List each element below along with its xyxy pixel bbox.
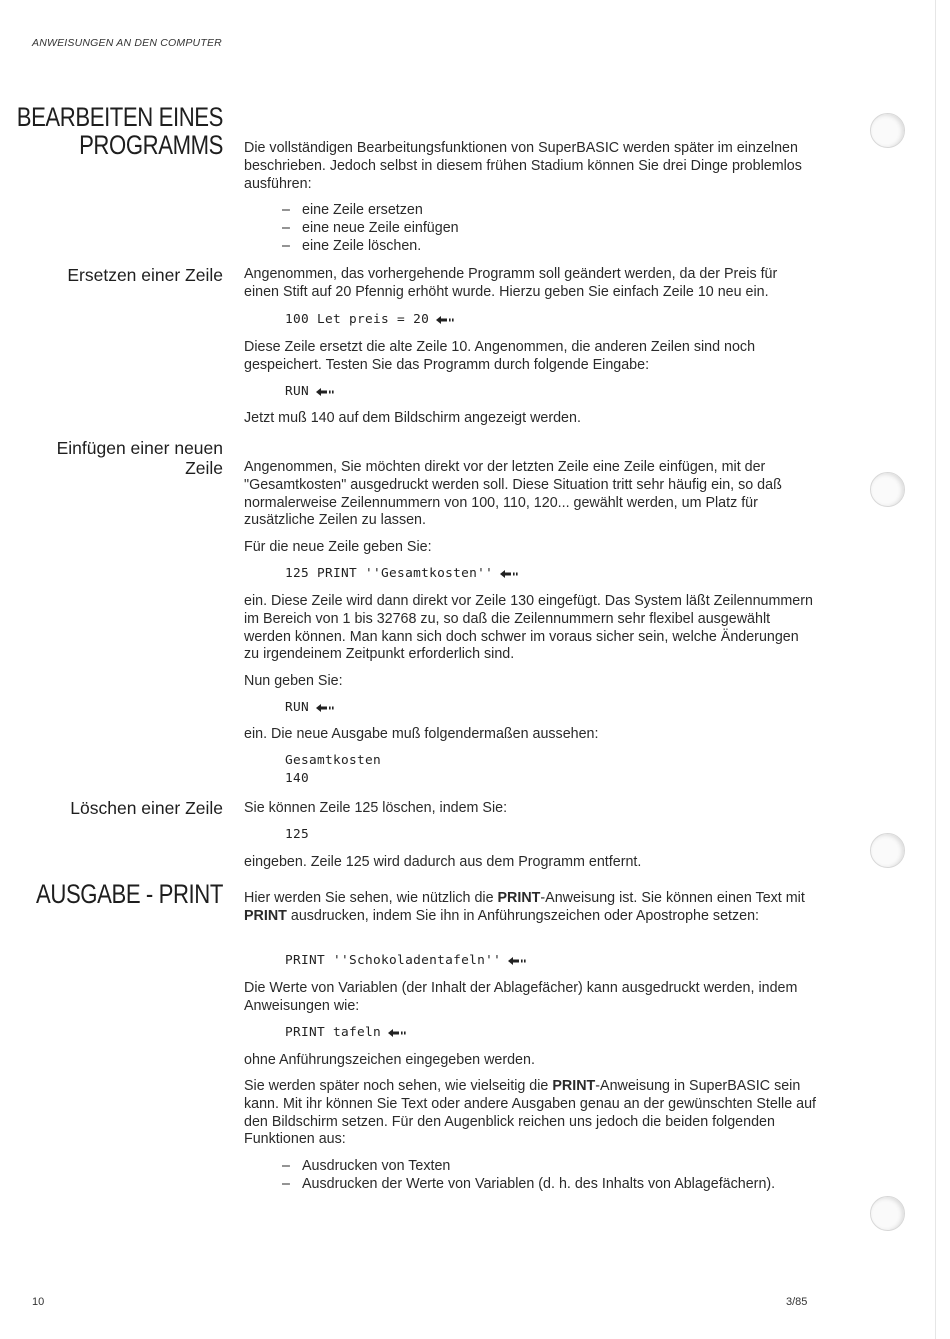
enter-key-icon — [388, 1028, 407, 1038]
list-item: – eine Zeile löschen. — [282, 238, 459, 256]
code-text: 100 Let preis = 20 — [285, 312, 430, 327]
section-heading-ausgabe: AUSGABE - PRINT — [36, 879, 224, 909]
enter-key-icon — [316, 387, 335, 397]
punch-hole-4 — [870, 1196, 905, 1231]
einfuegen-paragraph-2: Für die neue Zeile geben Sie: — [244, 539, 432, 555]
enter-key-icon — [508, 956, 527, 966]
output-line: 140 — [285, 771, 310, 786]
list-item: – eine neue Zeile einfügen — [282, 220, 459, 238]
text-run: ausdrucken, indem Sie ihn in Anführungszeichen oder Apostrophe setzen: — [286, 907, 760, 924]
code-line — [285, 1024, 407, 1042]
heading-line: Einfügen einer neuen — [56, 438, 223, 458]
code-line — [285, 311, 455, 329]
code-line — [285, 952, 527, 970]
keyword-print: PRINT — [244, 907, 287, 924]
code-text: 125 — [285, 827, 310, 842]
code-line — [285, 826, 309, 844]
ausgabe-paragraph-1 — [244, 890, 816, 926]
ausgabe-paragraph-2: Die Werte von Variablen (der Inhalt der Ablagefächer) kann ausgedruckt werden, indem Anweisungen wie: — [244, 980, 798, 1014]
punch-hole-2 — [870, 472, 905, 507]
edit-functions-list — [282, 202, 459, 255]
text-run: -Anweisung in SuperBASIC sein kann. Mit ihr können Sie Text oder andere Ausgaben genau an der gewünschten Stelle auf den Bildschirm setzen. Für den Augenblick reichen uns jedoch die beiden folgenden Funktionen aus: — [244, 1078, 817, 1148]
loeschen-paragraph-2: eingeben. Zeile 125 wird dadurch aus dem Programm entfernt. — [244, 854, 642, 870]
subheading-einfuegen — [3, 438, 223, 478]
einfuegen-paragraph-5: ein. Die neue Ausgabe muß folgendermaßen aussehen: — [244, 726, 599, 742]
code-text: PRINT ''Schokoladentafeln'' — [285, 953, 502, 968]
keyword-print: PRINT — [552, 1078, 596, 1094]
output-line: Gesamtkosten — [285, 753, 382, 768]
einfuegen-paragraph-1: Angenommen, Sie möchten direkt vor der letzten Zeile eine Zeile einfügen, mit der "Gesamtkosten" ausgedruckt werden soll. Diese Situation tritt sehr häufig ein, so daß normalerweise Zeilennummern von 100, 110, 120... gewählt werden, um Platz für zusätzliche Zeilen zu lassen. — [244, 459, 782, 529]
running-header: ANWEISUNGEN AN DEN COMPUTER — [32, 37, 222, 49]
code-line — [285, 699, 335, 717]
text-run: -Anweisung ist. Sie können einen Text mit — [540, 890, 805, 906]
ausgabe-paragraph-4 — [244, 1078, 816, 1149]
list-item: – eine Zeile ersetzen — [282, 202, 459, 220]
page-edge — [935, 0, 936, 1339]
page-number: 10 — [32, 1296, 45, 1308]
enter-key-icon — [436, 315, 455, 325]
section-heading-bearbeiten — [10, 103, 223, 159]
code-line — [285, 565, 519, 583]
program-output — [285, 752, 381, 788]
code-text: RUN — [285, 700, 310, 715]
enter-key-icon — [500, 569, 519, 579]
punch-hole-3 — [870, 833, 905, 868]
ersetzen-paragraph-1: Angenommen, das vorhergehende Programm soll geändert werden, da der Preis für einen Stift auf 20 Pfennig erhöht wurde. Hierzu geben Sie einfach Zeile 10 neu ein. — [244, 266, 778, 300]
ersetzen-paragraph-3: Jetzt muß 140 auf dem Bildschirm angezeigt werden. — [244, 410, 581, 426]
intro-paragraph: Die vollständigen Bearbeitungsfunktionen von SuperBASIC werden später im einzelnen beschrieben. Jedoch selbst in diesem frühen Stadium können Sie drei Dinge problemlos ausführen: — [244, 140, 802, 192]
date-code: 3/85 — [786, 1296, 808, 1308]
keyword-print: PRINT — [497, 890, 541, 906]
subheading-ersetzen: Ersetzen einer Zeile — [67, 265, 223, 285]
ausgabe-paragraph-3: ohne Anführungszeichen eingegeben werden. — [244, 1052, 535, 1068]
enter-key-icon — [316, 703, 335, 713]
code-text: RUN — [285, 384, 310, 399]
einfuegen-paragraph-4: Nun geben Sie: — [244, 673, 343, 689]
punch-hole-1 — [870, 113, 905, 148]
loeschen-paragraph-1: Sie können Zeile 125 löschen, indem Sie: — [244, 800, 508, 816]
text-run: Sie werden später noch sehen, wie vielseitig die — [244, 1078, 553, 1094]
heading-line: BEARBEITEN EINES — [16, 102, 224, 132]
code-text: 125 PRINT ''Gesamtkosten'' — [285, 566, 494, 581]
einfuegen-paragraph-3: ein. Diese Zeile wird dann direkt vor Zeile 130 eingefügt. Das System läßt Zeilennummern im Bereich von 1 bis 32768 zu, so daß die Zeilennummern sehr flexibel ausgewählt werden können. Man kann sich doch schwer im voraus sicher sein, welche Änderungen zu irgendeinem Zeitpunkt erforderlich sind. — [244, 593, 813, 663]
heading-line: PROGRAMMS — [79, 130, 224, 160]
code-text: PRINT tafeln — [285, 1025, 382, 1040]
code-line — [285, 383, 335, 401]
list-item: – Ausdrucken der Werte von Variablen (d. h. des Inhalts von Ablagefächern). — [282, 1176, 775, 1194]
list-item: – Ausdrucken von Texten — [282, 1158, 775, 1176]
heading-line: Zeile — [185, 458, 223, 478]
text-run: Hier werden Sie sehen, wie nützlich die — [244, 890, 498, 906]
print-functions-list — [282, 1158, 775, 1194]
ersetzen-paragraph-2: Diese Zeile ersetzt die alte Zeile 10. Angenommen, die anderen Zeilen sind noch gespeichert. Testen Sie das Programm durch folgende Eingabe: — [244, 339, 756, 373]
subheading-loeschen: Löschen einer Zeile — [70, 798, 223, 818]
